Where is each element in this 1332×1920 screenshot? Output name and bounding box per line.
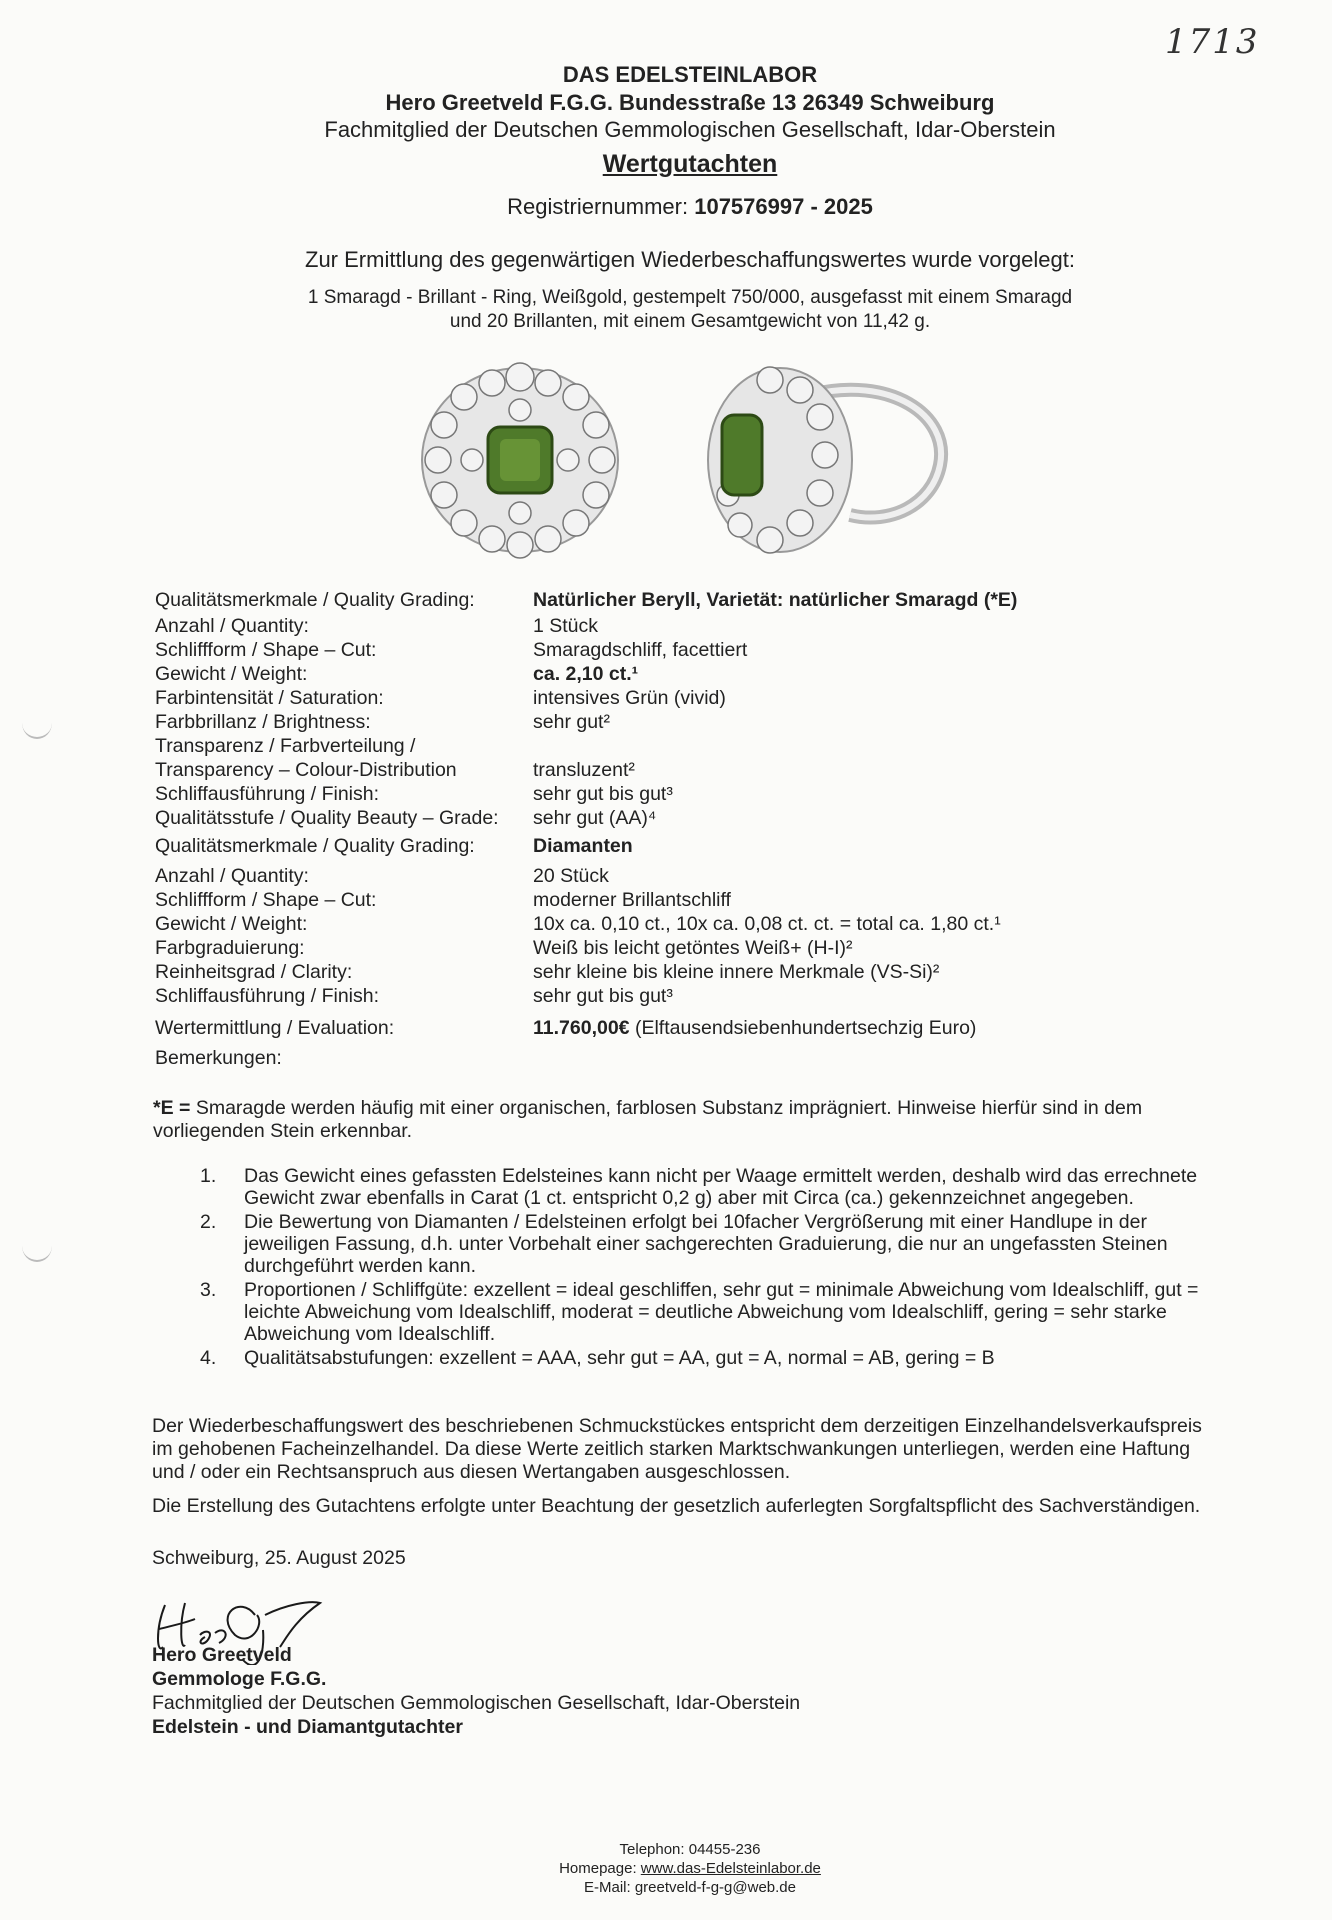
table-row xyxy=(155,758,1105,782)
footnote-number: 4. xyxy=(200,1347,217,1369)
footnote-item xyxy=(200,1211,1210,1277)
row-value: 1 Stück xyxy=(533,615,599,637)
evaluation-label: Wertermittlung / Evaluation: xyxy=(155,1017,395,1039)
diamond-heading-row xyxy=(155,834,1105,858)
row-value: 20 Stück xyxy=(533,865,609,887)
punch-hole-mark xyxy=(22,1230,52,1262)
punch-hole-mark xyxy=(22,707,52,739)
row-label: Anzahl / Quantity: xyxy=(155,865,309,887)
row-label: Anzahl / Quantity: xyxy=(155,615,309,637)
replacement-value-paragraph: Der Wiederbeschaffungswert des beschriebenen Schmuckstückes entspricht dem derzeitigen Einzelhandelsverkaufspreis im gehobenen Facheinzelhandel. Da diese Werte zeitlich starken Marktschwankungen unterliegen, werden eine Haftung und / oder ein Rechtsanspruch aus diesen Wertangaben ausgeschlossen. xyxy=(152,1415,1202,1483)
remarks-row xyxy=(155,1046,1105,1070)
contact-homepage-line xyxy=(0,1859,1332,1878)
row-value: ca. 2,10 ct.¹ xyxy=(533,663,639,685)
footnote-text: Proportionen / Schliffgüte: exzellent = ideal geschliffen, sehr gut = minimale Abweichung vom Idealschliff, gut = leichte Abweichung vom Idealschliff, moderat = deutliche Abweichung vom Idealschliff, gering = sehr starke Abweichung vom Idealschliff. xyxy=(244,1279,1199,1345)
footnote-text: Die Bewertung von Diamanten / Edelsteinen erfolgt bei 10facher Vergrößerung mit einer Handlupe in der jeweiligen Fassung, d.h. unter Vorbehalt einer sachgerechten Graduierung, die nur an ungefassten Steinen durchgeführt werden kann. xyxy=(244,1211,1168,1277)
table-row xyxy=(155,638,1105,662)
row-value: Weiß bis leicht getöntes Weiß+ (H-I)² xyxy=(533,937,853,959)
footnote-text: Qualitätsabstufungen: exzellent = AAA, sehr gut = AA, gut = A, normal = AB, gering = B xyxy=(244,1347,995,1369)
row-value: intensives Grün (vivid) xyxy=(533,687,726,709)
row-label: Schliffform / Shape – Cut: xyxy=(155,639,377,661)
contact-phone: Telephon: 04455-236 xyxy=(619,1841,761,1858)
table-row xyxy=(155,888,1105,912)
item-description xyxy=(240,286,1140,334)
row-label: Gewicht / Weight: xyxy=(155,663,308,685)
table-row xyxy=(155,662,1105,686)
footnote-number: 1. xyxy=(200,1165,217,1187)
row-value: sehr kleine bis kleine innere Merkmale (VS-Si)² xyxy=(533,961,940,983)
row-value: Natürlicher Beryll, Varietät: natürlicher Smaragd (*E) xyxy=(533,589,1018,611)
footnote-item xyxy=(200,1279,1210,1345)
footnote-item xyxy=(200,1347,1210,1369)
homepage-label: Homepage: xyxy=(559,1860,641,1877)
contact-footer xyxy=(0,1840,1332,1897)
row-label: Reinheitsgrad / Clarity: xyxy=(155,961,353,983)
lab-membership: Fachmitglied der Deutschen Gemmologischen Gesellschaft, Idar-Oberstein xyxy=(324,117,1056,142)
ring-photo-front xyxy=(410,355,630,565)
registration-label: Registriernummer: xyxy=(507,194,689,219)
row-value: sehr gut (AA)⁴ xyxy=(533,807,657,829)
lab-name: DAS EDELSTEINLABOR xyxy=(562,62,818,87)
row-label: Qualitätsmerkmale / Quality Grading: xyxy=(155,589,475,611)
row-value xyxy=(533,734,1105,758)
row-label: Gewicht / Weight: xyxy=(155,913,308,935)
table-row xyxy=(155,960,1105,984)
remarks-note-text: Smaragde werden häufig mit einer organischen, farblosen Substanz imprägniert. Hinweise hierfür sind in dem vorliegenden Stein erkennbar. xyxy=(153,1097,1143,1142)
contact-email: E-Mail: greetveld-f-g-g@web.de xyxy=(584,1879,796,1896)
signer-title: Gemmologe F.G.G. xyxy=(152,1668,327,1690)
footnote-number: 3. xyxy=(200,1279,217,1301)
footnote-number: 2. xyxy=(200,1211,217,1233)
diligence-paragraph: Die Erstellung des Gutachtens erfolgte unter Beachtung der gesetzlich auferlegten Sorgfaltspflicht des Sachverständigen. xyxy=(152,1495,1201,1517)
evaluation-row xyxy=(155,1016,1105,1040)
row-label: Qualitätsmerkmale / Quality Grading: xyxy=(155,835,475,857)
table-row xyxy=(155,912,1105,936)
evaluation-value xyxy=(533,1016,1105,1040)
table-row xyxy=(155,710,1105,734)
row-label: Schliffform / Shape – Cut: xyxy=(155,889,377,911)
emerald-heading-row xyxy=(155,588,1105,612)
table-row xyxy=(155,782,1105,806)
table-row xyxy=(155,806,1105,830)
place-and-date: Schweiburg, 25. August 2025 xyxy=(152,1547,406,1569)
footnote-text: Das Gewicht eines gefassten Edelsteines kann nicht per Waage ermittelt werden, deshalb wird das errechnete Gewicht zwar ebenfalls in Carat (1 ct. entspricht 0,2 g) aber mit Circa (ca.) gekennzeichnet angegeben. xyxy=(244,1165,1198,1209)
intro-text: Zur Ermittlung des gegenwärtigen Wiederbeschaffungswertes wurde vorgelegt: xyxy=(305,247,1075,272)
handwritten-reference-number: 1713 xyxy=(1165,22,1260,62)
row-value: Smaragdschliff, facettiert xyxy=(533,639,748,661)
ring-photo-side xyxy=(700,355,960,565)
evaluation-amount: 11.760,00€ xyxy=(533,1017,630,1039)
evaluation-words: (Elftausendsiebenhundertsechzig Euro) xyxy=(629,1017,977,1039)
footnote-item xyxy=(200,1165,1210,1209)
table-row xyxy=(155,686,1105,710)
registration-line xyxy=(0,194,1332,220)
row-label: Schliffausführung / Finish: xyxy=(155,985,380,1007)
signature-block xyxy=(152,1643,800,1739)
row-value: 10x ca. 0,10 ct., 10x ca. 0,08 ct. ct. = total ca. 1,80 ct.¹ xyxy=(533,913,1001,935)
row-value: moderner Brillantschliff xyxy=(533,889,731,911)
remarks-note xyxy=(153,1097,1203,1143)
table-row xyxy=(155,936,1105,960)
lab-address: Hero Greetveld F.G.G. Bundesstraße 13 26349 Schweiburg xyxy=(385,90,995,115)
item-description-line1: 1 Smaragd - Brillant - Ring, Weißgold, gestempelt 750/000, ausgefasst mit einem Smaragd xyxy=(307,287,1073,308)
registration-number: 107576997 - 2025 xyxy=(694,194,873,219)
table-row xyxy=(155,864,1105,888)
row-label: Schliffausführung / Finish: xyxy=(155,783,380,805)
item-description-line2: und 20 Brillanten, mit einem Gesamtgewicht von 11,42 g. xyxy=(449,311,931,332)
homepage-link[interactable]: www.das-Edelsteinlabor.de xyxy=(640,1860,821,1877)
table-row xyxy=(155,614,1105,638)
row-label: Farbbrillanz / Brightness: xyxy=(155,711,371,733)
remarks-note-prefix: *E = xyxy=(153,1097,191,1119)
row-value: sehr gut bis gut³ xyxy=(533,783,673,805)
signer-membership: Fachmitglied der Deutschen Gemmologischen Gesellschaft, Idar-Oberstein xyxy=(152,1692,801,1714)
remarks-label: Bemerkungen: xyxy=(155,1047,282,1069)
table-row xyxy=(155,734,1105,758)
row-value: sehr gut bis gut³ xyxy=(533,985,673,1007)
row-label: Transparenz / Farbverteilung / xyxy=(155,735,416,757)
row-label: Farbintensität / Saturation: xyxy=(155,687,384,709)
footnotes-list xyxy=(200,1165,1210,1371)
row-value: sehr gut² xyxy=(533,711,610,733)
document-title: Wertgutachten xyxy=(602,150,778,178)
row-label: Qualitätsstufe / Quality Beauty – Grade: xyxy=(155,807,499,829)
signer-name: Hero Greetveld xyxy=(152,1644,292,1666)
table-row xyxy=(155,984,1105,1008)
row-label: Farbgraduierung: xyxy=(155,937,305,959)
grading-table xyxy=(155,588,1105,1070)
row-label: Transparency – Colour-Distribution xyxy=(155,759,457,781)
signer-role: Edelstein - und Diamantgutachter xyxy=(152,1716,463,1738)
row-value: Diamanten xyxy=(533,835,633,857)
row-value: transluzent² xyxy=(533,759,635,781)
